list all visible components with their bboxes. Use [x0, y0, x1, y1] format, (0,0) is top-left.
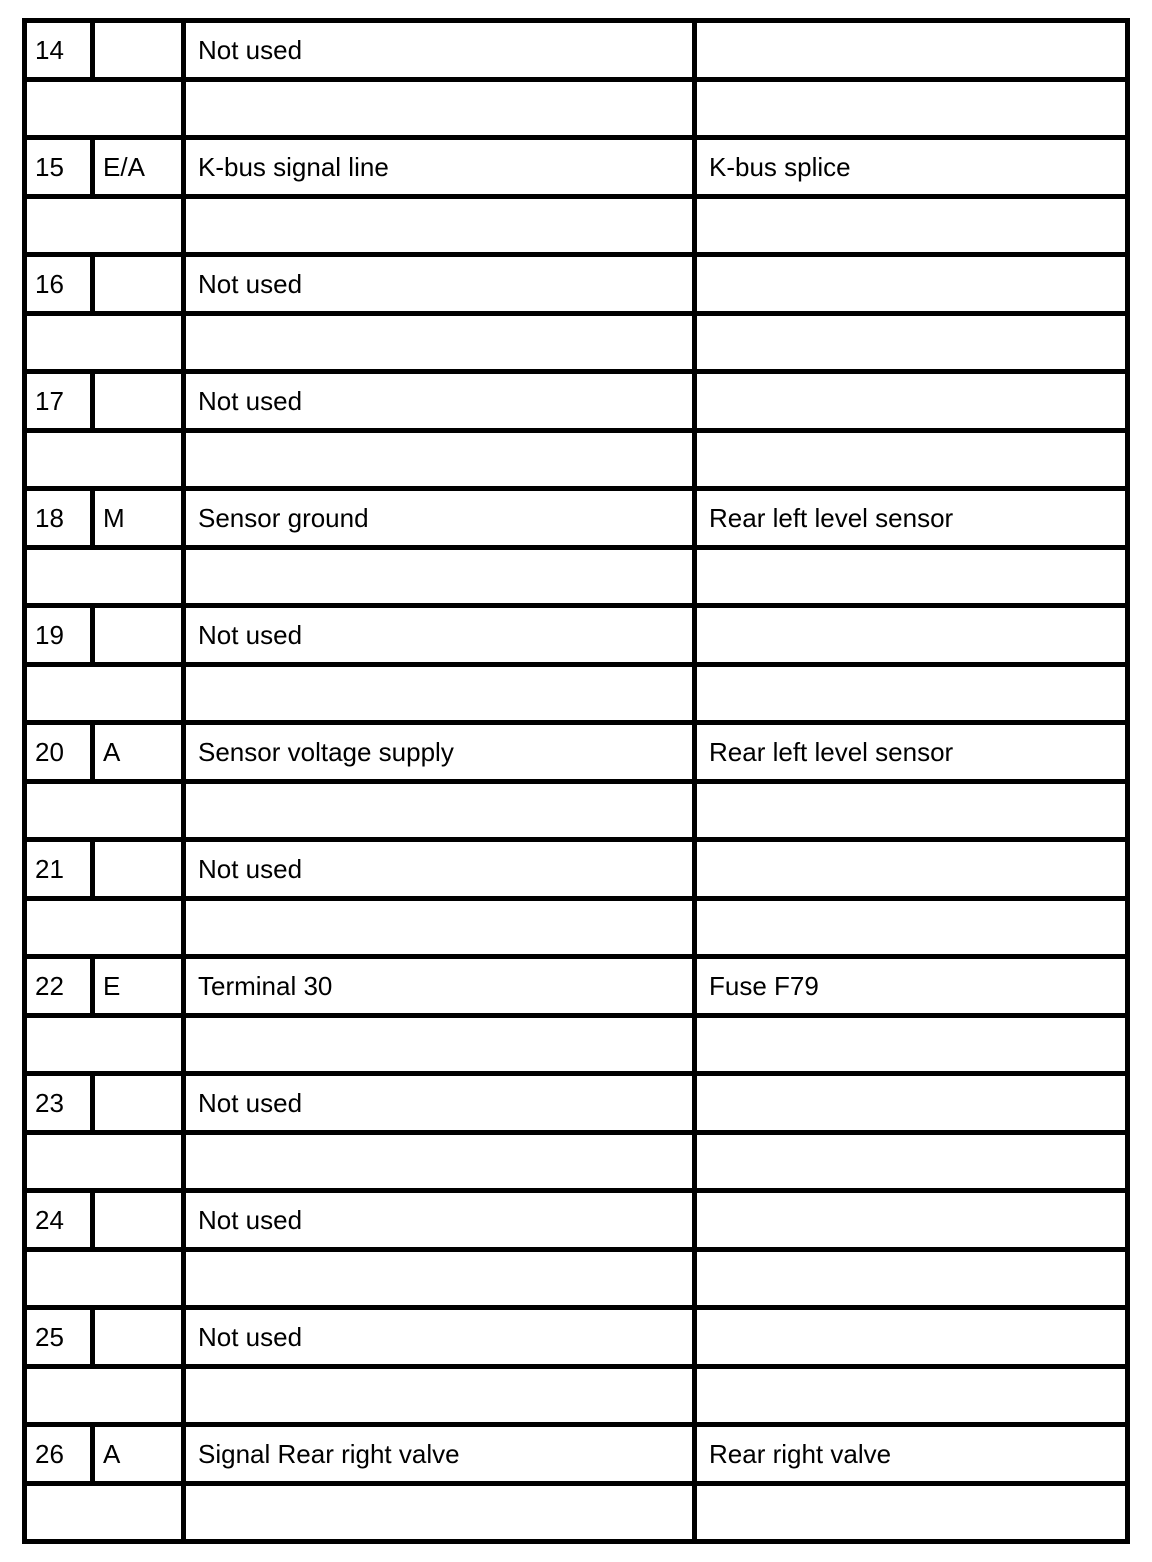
pin-assignment-table	[22, 18, 1130, 1544]
signal-description-cell: Signal Rear right valve	[184, 1425, 695, 1484]
pin-type-cell: E/A	[93, 138, 184, 197]
destination-cell	[695, 255, 1128, 314]
empty-cell	[184, 664, 695, 723]
pin-type-cell	[93, 1191, 184, 1250]
pin-row	[25, 21, 1128, 80]
pin-number-cell: 15	[25, 138, 93, 197]
empty-cell	[184, 1483, 695, 1542]
pin-number-cell: 25	[25, 1308, 93, 1367]
destination-cell: Rear left level sensor	[695, 489, 1128, 548]
pin-number-cell: 18	[25, 489, 93, 548]
empty-cell	[695, 1249, 1128, 1308]
empty-cell	[184, 1015, 695, 1074]
destination-cell	[695, 1074, 1128, 1133]
pin-type-cell: M	[93, 489, 184, 548]
pin-row	[25, 1191, 1128, 1250]
pin-type-cell	[93, 21, 184, 80]
empty-cell	[695, 430, 1128, 489]
signal-description-cell: Not used	[184, 372, 695, 431]
empty-cell	[184, 1366, 695, 1425]
spacer-row	[25, 1483, 1128, 1542]
empty-cell	[695, 196, 1128, 255]
pin-number-cell: 23	[25, 1074, 93, 1133]
spacer-row	[25, 79, 1128, 138]
empty-cell	[25, 547, 184, 606]
empty-cell	[695, 547, 1128, 606]
pin-number-cell: 26	[25, 1425, 93, 1484]
pin-row	[25, 1308, 1128, 1367]
signal-description-cell: Not used	[184, 21, 695, 80]
pin-type-cell: A	[93, 723, 184, 782]
destination-cell	[695, 21, 1128, 80]
signal-description-cell: Not used	[184, 255, 695, 314]
signal-description-cell: Sensor voltage supply	[184, 723, 695, 782]
spacer-row	[25, 430, 1128, 489]
destination-cell	[695, 606, 1128, 665]
empty-cell	[695, 1132, 1128, 1191]
empty-cell	[184, 196, 695, 255]
empty-cell	[695, 1015, 1128, 1074]
signal-description-cell: K-bus signal line	[184, 138, 695, 197]
empty-cell	[184, 1132, 695, 1191]
pin-row	[25, 1425, 1128, 1484]
pin-table-body	[25, 21, 1128, 1542]
spacer-row	[25, 898, 1128, 957]
pin-row	[25, 723, 1128, 782]
signal-description-cell: Not used	[184, 1074, 695, 1133]
empty-cell	[25, 664, 184, 723]
pin-row	[25, 957, 1128, 1016]
destination-cell: Rear left level sensor	[695, 723, 1128, 782]
empty-cell	[184, 781, 695, 840]
spacer-row	[25, 664, 1128, 723]
empty-cell	[25, 781, 184, 840]
pin-row	[25, 138, 1128, 197]
empty-cell	[184, 547, 695, 606]
pin-row	[25, 1074, 1128, 1133]
destination-cell	[695, 372, 1128, 431]
destination-cell	[695, 1308, 1128, 1367]
empty-cell	[25, 313, 184, 372]
signal-description-cell: Not used	[184, 840, 695, 899]
empty-cell	[184, 430, 695, 489]
pin-number-cell: 24	[25, 1191, 93, 1250]
spacer-row	[25, 1015, 1128, 1074]
pin-type-cell: A	[93, 1425, 184, 1484]
pin-row	[25, 606, 1128, 665]
empty-cell	[25, 79, 184, 138]
empty-cell	[695, 781, 1128, 840]
empty-cell	[25, 1483, 184, 1542]
empty-cell	[695, 664, 1128, 723]
spacer-row	[25, 1249, 1128, 1308]
spacer-row	[25, 547, 1128, 606]
pin-number-cell: 22	[25, 957, 93, 1016]
pin-row	[25, 840, 1128, 899]
signal-description-cell: Sensor ground	[184, 489, 695, 548]
pin-type-cell: E	[93, 957, 184, 1016]
empty-cell	[184, 79, 695, 138]
pin-number-cell: 21	[25, 840, 93, 899]
pin-type-cell	[93, 606, 184, 665]
destination-cell: K-bus splice	[695, 138, 1128, 197]
empty-cell	[695, 898, 1128, 957]
empty-cell	[25, 196, 184, 255]
signal-description-cell: Not used	[184, 1308, 695, 1367]
pin-number-cell: 14	[25, 21, 93, 80]
pin-row	[25, 372, 1128, 431]
empty-cell	[25, 1249, 184, 1308]
empty-cell	[25, 898, 184, 957]
signal-description-cell: Terminal 30	[184, 957, 695, 1016]
destination-cell	[695, 1191, 1128, 1250]
empty-cell	[695, 1483, 1128, 1542]
pin-row	[25, 255, 1128, 314]
spacer-row	[25, 781, 1128, 840]
pin-number-cell: 20	[25, 723, 93, 782]
pin-type-cell	[93, 840, 184, 899]
pin-type-cell	[93, 255, 184, 314]
destination-cell	[695, 840, 1128, 899]
empty-cell	[25, 1132, 184, 1191]
empty-cell	[184, 313, 695, 372]
empty-cell	[25, 1366, 184, 1425]
empty-cell	[25, 1015, 184, 1074]
signal-description-cell: Not used	[184, 606, 695, 665]
pin-type-cell	[93, 372, 184, 431]
pin-type-cell	[93, 1308, 184, 1367]
empty-cell	[695, 1366, 1128, 1425]
empty-cell	[695, 313, 1128, 372]
pin-number-cell: 19	[25, 606, 93, 665]
spacer-row	[25, 1132, 1128, 1191]
empty-cell	[695, 79, 1128, 138]
spacer-row	[25, 1366, 1128, 1425]
empty-cell	[25, 430, 184, 489]
pin-number-cell: 16	[25, 255, 93, 314]
spacer-row	[25, 196, 1128, 255]
destination-cell: Fuse F79	[695, 957, 1128, 1016]
pin-number-cell: 17	[25, 372, 93, 431]
empty-cell	[184, 1249, 695, 1308]
pin-row	[25, 489, 1128, 548]
pin-type-cell	[93, 1074, 184, 1133]
signal-description-cell: Not used	[184, 1191, 695, 1250]
spacer-row	[25, 313, 1128, 372]
empty-cell	[184, 898, 695, 957]
destination-cell: Rear right valve	[695, 1425, 1128, 1484]
